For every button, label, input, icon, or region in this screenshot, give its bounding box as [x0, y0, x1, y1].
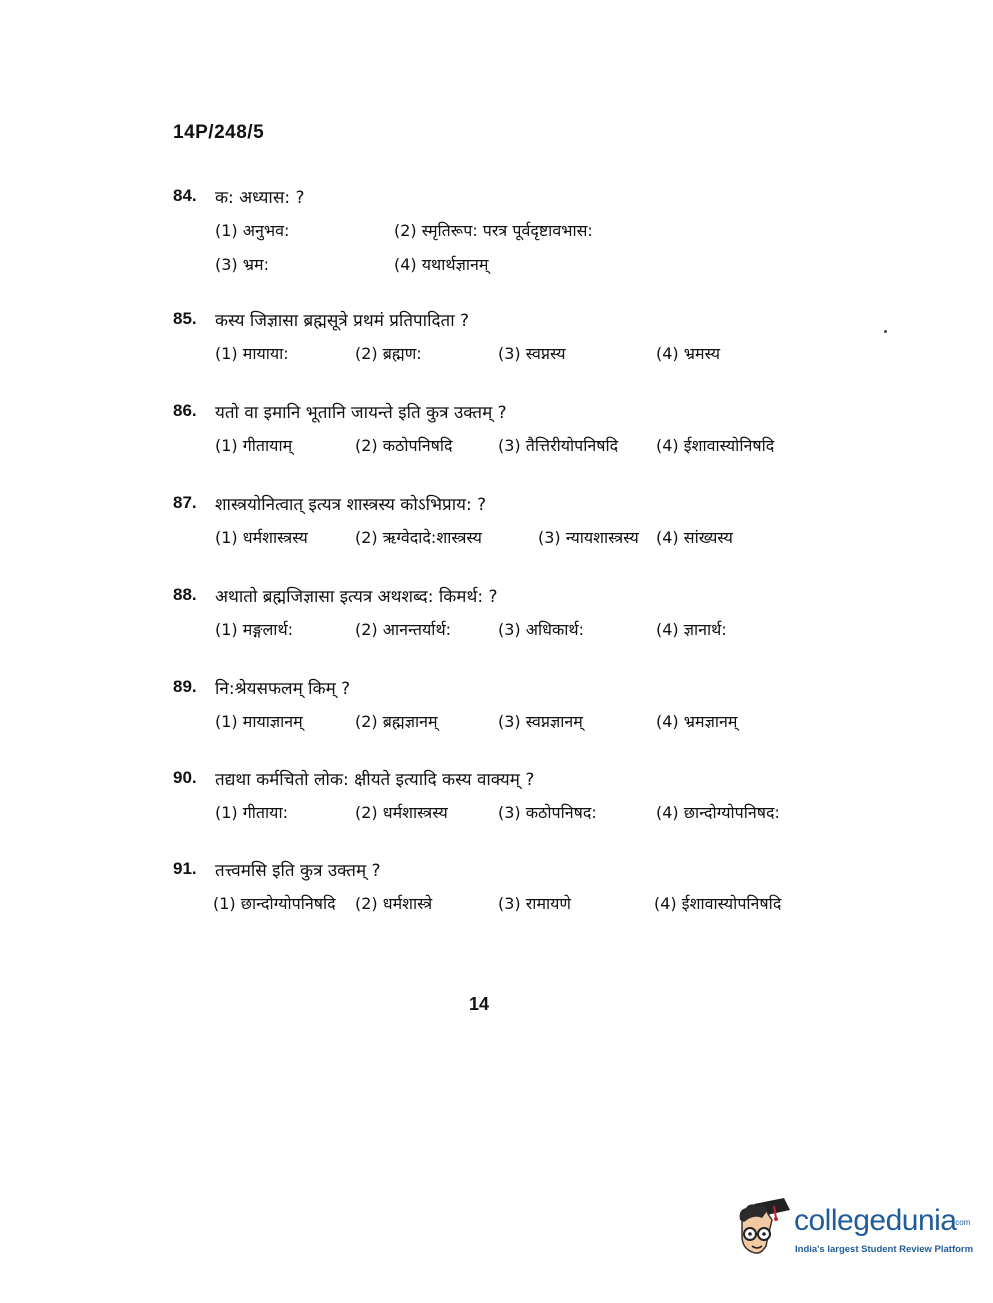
mascot-icon	[732, 1196, 792, 1266]
question-89	[173, 671, 873, 737]
option-2: (2) धर्मशास्त्रस्य	[355, 803, 448, 822]
brand-name: collegedunia	[794, 1204, 957, 1237]
option-4: (4) यथार्थज्ञानम्	[394, 255, 489, 274]
stray-mark	[884, 330, 887, 333]
option-1: (1) मायाज्ञानम्	[215, 712, 303, 731]
option-4: (4) भ्रमज्ञानम्	[656, 712, 738, 731]
question-text: शास्त्रयोनित्वात् इत्यत्र शास्त्रस्य कोऽभिप्राय: ?	[215, 494, 487, 515]
option-1: (1) मङ्गलार्थ:	[215, 620, 294, 639]
question-88	[173, 579, 873, 645]
option-1: (1) मायाया:	[215, 344, 289, 363]
question-number: 86.	[173, 401, 197, 420]
option-4: (4) ज्ञानार्थ:	[656, 620, 727, 639]
question-number: 85.	[173, 309, 197, 328]
question-number: 89.	[173, 677, 197, 696]
option-1: (1) अनुभव:	[215, 221, 290, 240]
option-4: (4) सांख्यस्य	[656, 528, 733, 547]
question-90	[173, 762, 873, 828]
question-number: 88.	[173, 585, 197, 604]
question-91	[173, 853, 873, 919]
option-2: (2) ऋग्वेदादे:शास्त्रस्य	[355, 528, 482, 547]
option-3: (3) तैत्तिरीयोपनिषदि	[498, 436, 619, 455]
option-3: (3) कठोपनिषद:	[498, 803, 597, 822]
option-2: (2) स्मृतिरूप: परत्र पूर्वदृष्टावभास:	[394, 221, 593, 240]
question-text: कस्य जिज्ञासा ब्रह्मसूत्रे प्रथमं प्रतिपादिता ?	[215, 310, 470, 331]
question-text: क: अध्यास: ?	[215, 187, 305, 208]
question-text: अथातो ब्रह्मजिज्ञासा इत्यत्र अथशब्द: किमर्थ: ?	[215, 586, 498, 607]
question-number: 87.	[173, 493, 197, 512]
option-4: (4) ईशावास्योनिषदि	[656, 436, 775, 455]
question-text: नि:श्रेयसफलम् किम् ?	[215, 678, 351, 699]
option-3: (3) भ्रम:	[215, 255, 269, 274]
question-number: 90.	[173, 768, 197, 787]
question-text: तद्यथा कर्मचितो लोक: क्षीयते इत्यादि कस्य वाक्यम् ?	[215, 769, 535, 790]
brand-suffix: .com	[953, 1218, 971, 1227]
question-86	[173, 395, 873, 461]
page-number: 14	[469, 994, 490, 1014]
option-3: (3) अधिकार्थ:	[498, 620, 585, 639]
question-number: 84.	[173, 186, 197, 205]
option-4: (4) ईशावास्योपनिषदि	[654, 894, 782, 913]
option-3: (3) न्यायशास्त्रस्य	[538, 528, 639, 547]
option-4: (4) भ्रमस्य	[656, 344, 721, 363]
question-85	[173, 303, 873, 369]
option-2: (2) ब्रह्मज्ञानम्	[355, 712, 438, 731]
option-2: (2) धर्मशास्त्रे	[355, 894, 433, 913]
question-text: तत्त्वमसि इति कुत्र उक्तम् ?	[215, 860, 381, 881]
option-4: (4) छान्दोग्योपनिषद:	[656, 803, 780, 822]
paper-code: 14P/248/5	[173, 122, 265, 143]
option-1: (1) गीताया:	[215, 803, 288, 822]
question-number: 91.	[173, 859, 197, 878]
question-text: यतो वा इमानि भूतानि जायन्ते इति कुत्र उक्तम् ?	[215, 402, 507, 423]
option-1: (1) गीतायाम्	[215, 436, 293, 455]
question-84	[173, 180, 873, 280]
option-2: (2) कठोपनिषदि	[355, 436, 453, 455]
option-2: (2) आनन्तर्यार्थ:	[355, 620, 452, 639]
option-3: (3) स्वप्नस्य	[498, 344, 566, 363]
option-3: (3) रामायणे	[498, 894, 571, 913]
collegedunia-logo	[732, 1196, 974, 1266]
brand-tagline: India's largest Student Review Platform	[795, 1244, 974, 1255]
question-87	[173, 487, 873, 553]
option-3: (3) स्वप्नज्ञानम्	[498, 712, 583, 731]
option-1: (1) छान्दोग्योपनिषदि	[213, 894, 336, 913]
option-2: (2) ब्रह्मण:	[355, 344, 422, 363]
option-1: (1) धर्मशास्त्रस्य	[215, 528, 308, 547]
